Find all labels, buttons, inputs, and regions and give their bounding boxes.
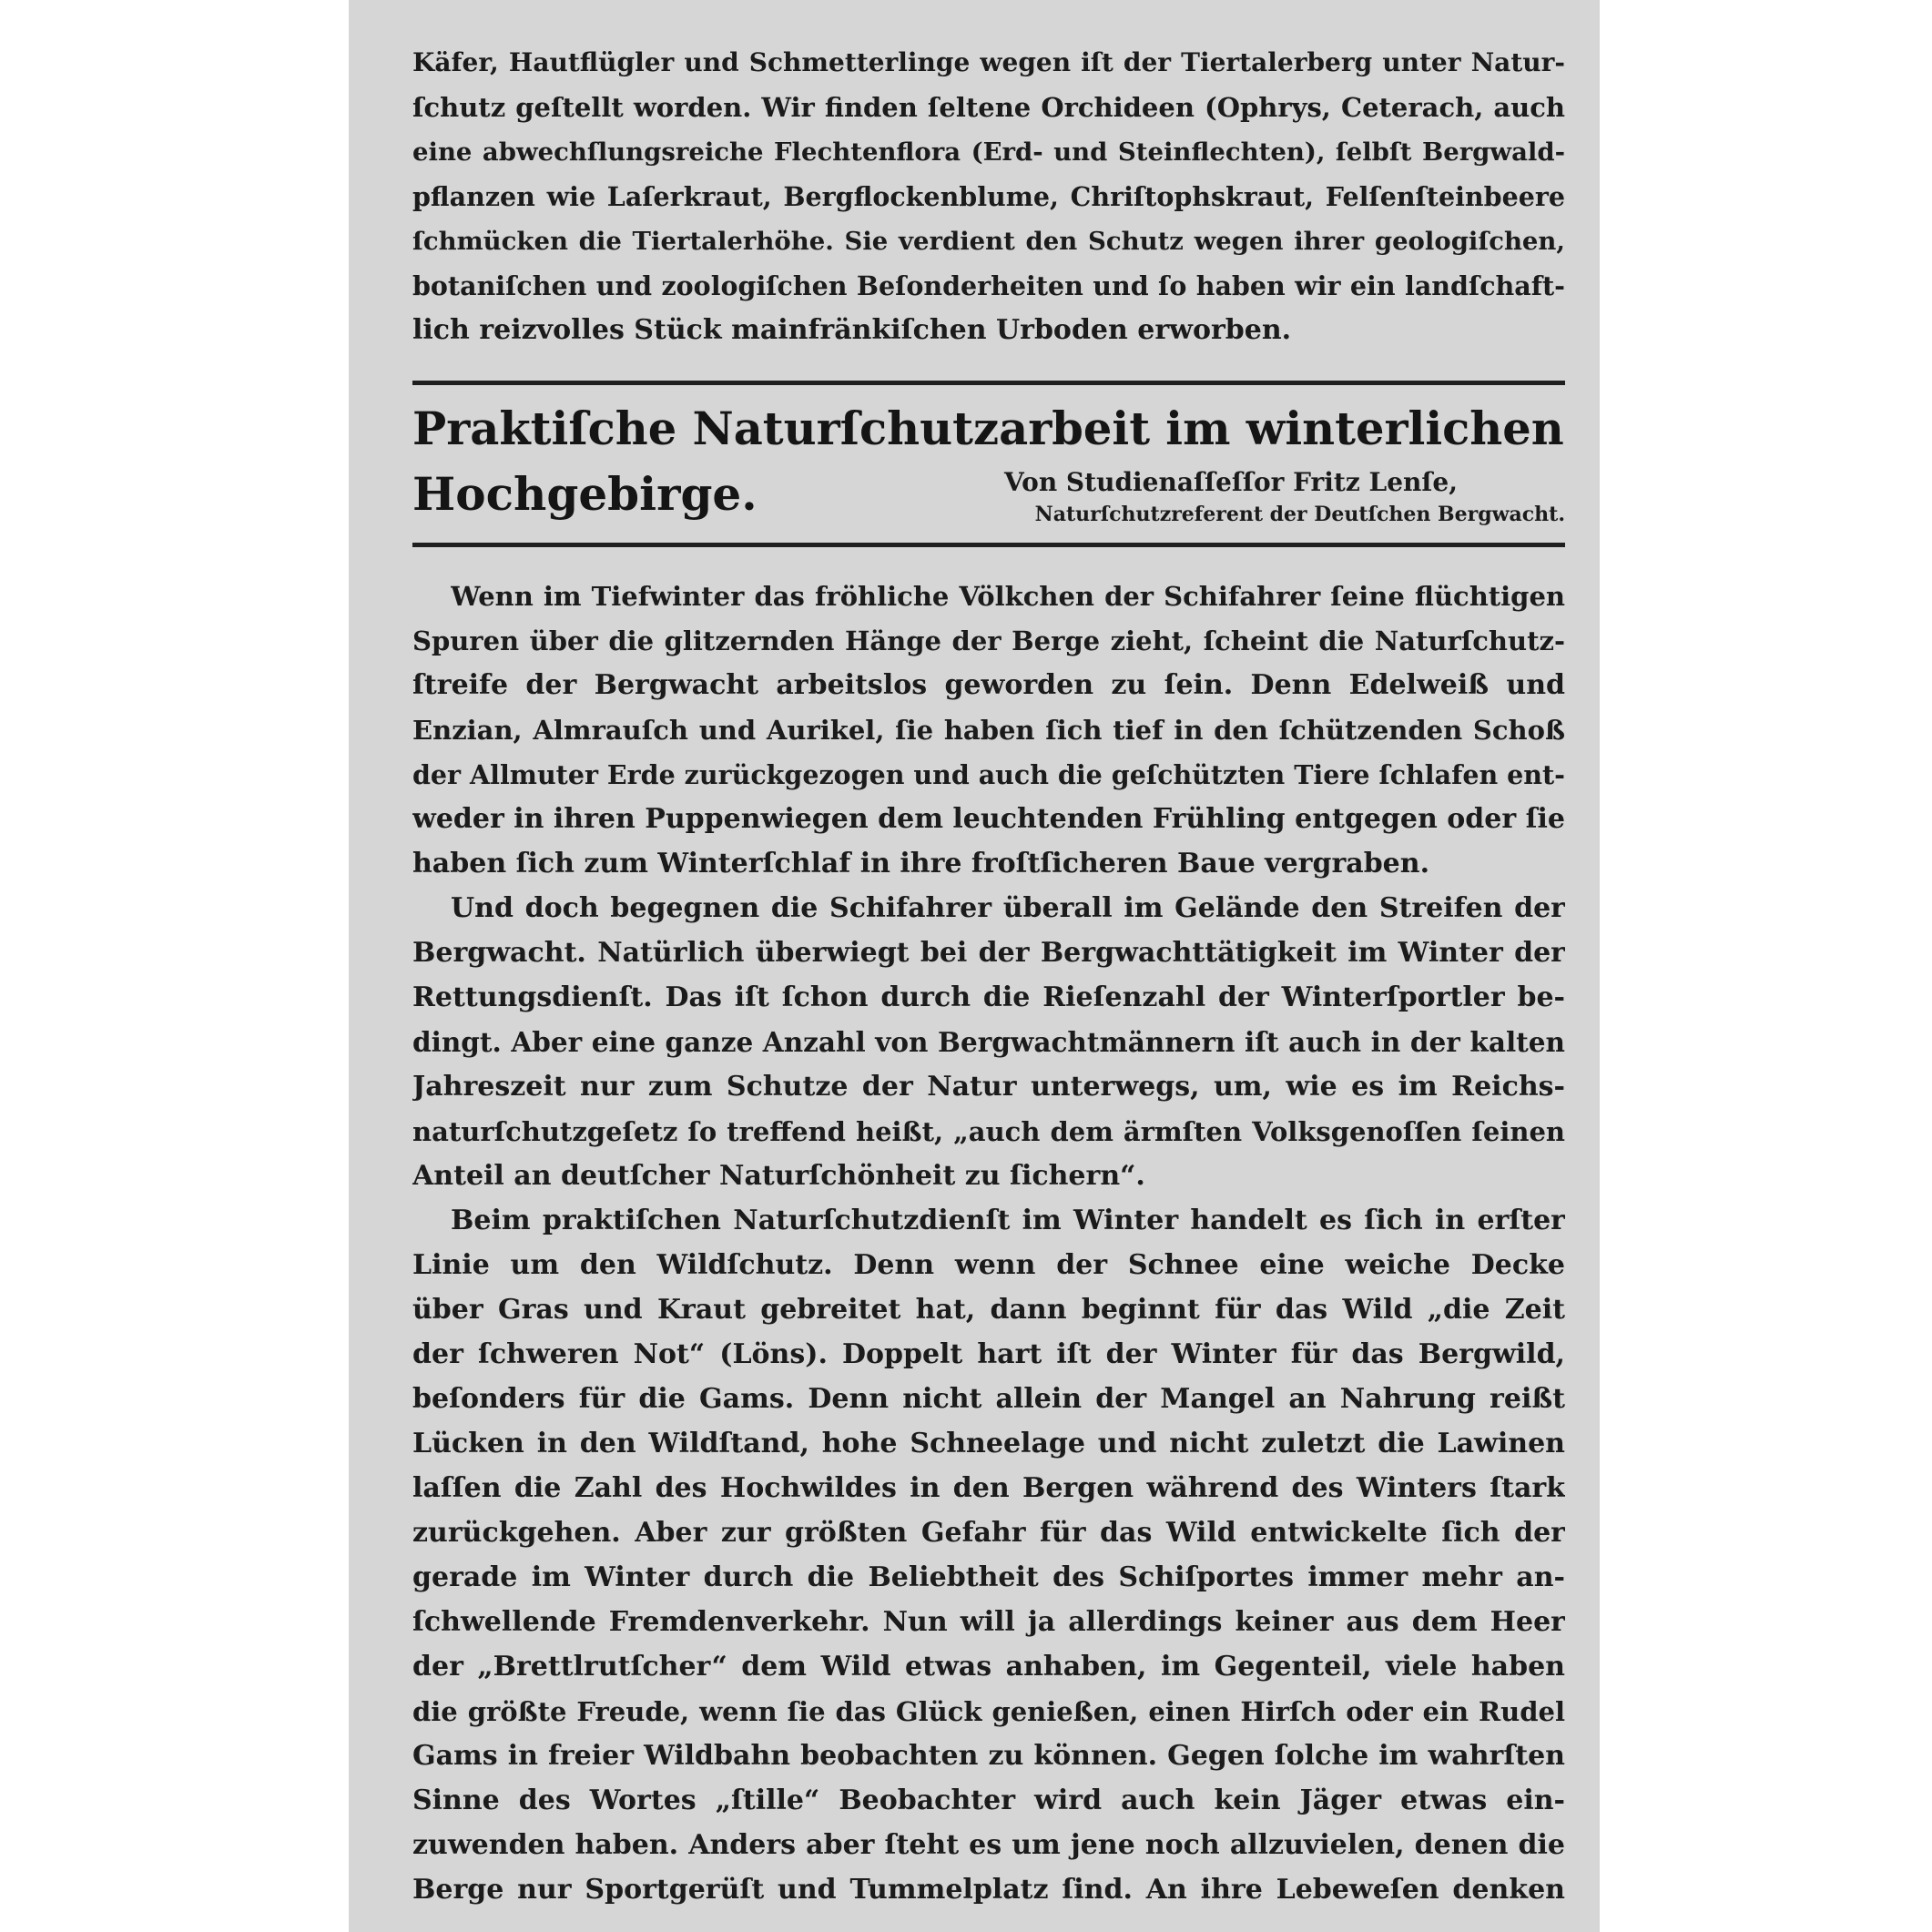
article-title-line-1: Praktiſche Naturſchutzarbeit im winterlichen (412, 402, 1564, 455)
article-text-line: der ſchweren Not“ (Löns). Doppelt hart iſt der Winter für das Bergwild, (412, 1338, 1565, 1370)
article-text-line: Wenn im Tiefwinter das fröhliche Völkchen der Schifahrer ſeine flüchtigen (451, 581, 1565, 612)
article-text-line: beſonders für die Gams. Denn nicht allein der Mangel an Nahrung reißt (412, 1383, 1565, 1415)
article-text-line: Beim praktiſchen Naturſchutzdienſt im Winter handelt es ſich in erſter (451, 1205, 1565, 1236)
article-text-line: ſchwellende Fremdenverkehr. Nun will ja allerdings keiner aus dem Heer (412, 1606, 1565, 1638)
article-text-line: Und doch begegnen die Schifahrer überall im Gelände den Streifen der (451, 892, 1565, 924)
article-text-line: zurückgehen. Aber zur größten Gefahr für das Wild entwickelte ſich der (412, 1517, 1565, 1549)
article-text-line: weder in ihren Puppenwiegen dem leuchtenden Frühling entgegen oder ſie (412, 803, 1565, 835)
bottom-rule (412, 543, 1565, 547)
article-text-line: der Allmuter Erde zurückgezogen und auch die geſchützten Tiere ſchlafen ent- (412, 759, 1565, 790)
article-text-line: die größte Freude, wenn ſie das Glück genießen, einen Hirſch oder ein Rudel (412, 1696, 1565, 1727)
article-text-line: Bergwacht. Natürlich überwiegt bei der Bergwachttätigkeit im Winter der (412, 937, 1565, 969)
prev-text-line: ſchutz geſtellt worden. Wir finden ſeltene Orchideen (Ophrys, Ceterach, auch (412, 92, 1565, 123)
article-text-line: zuwenden haben. Anders aber ſteht es um jene noch allzuvielen, denen die (412, 1829, 1565, 1861)
article-text-line: Lücken in den Wildſtand, hohe Schneelage und nicht zuletzt die Lawinen (412, 1428, 1565, 1459)
article-text-line: Rettungsdienſt. Das iſt ſchon durch die Rieſenzahl der Winterſportler be- (412, 981, 1565, 1013)
prev-text-line: eine abwechſlungsreiche Flechtenflora (Erd- und Steinflechten), ſelbſt Bergwald- (412, 137, 1565, 167)
prev-text-line: botaniſchen und zoologiſchen Beſonderheiten und ſo haben wir ein landſchaft- (412, 270, 1565, 301)
article-text-line: Enzian, Almrauſch und Aurikel, ſie haben ſich tief in den ſchützenden Schoß (412, 715, 1565, 746)
prev-text-line: ſchmücken die Tiertalerhöhe. Sie verdient den Schutz wegen ihrer geologiſchen, (412, 227, 1565, 256)
article-text-line: über Gras und Kraut gebreitet hat, dann beginnt für das Wild „die Zeit (412, 1294, 1565, 1326)
paper-page (349, 0, 1600, 1932)
article-text-line: haben ſich zum Winterſchlaf in ihre froſtſicheren Baue vergraben. (412, 848, 1430, 880)
article-text-line: Berge nur Sportgerüſt und Tummelplatz ſind. An ihre Lebeweſen denken (412, 1874, 1565, 1906)
article-text-line: naturſchutzgeſetz ſo treffend heißt, „auch dem ärmſten Volksgenoſſen ſeinen (412, 1116, 1565, 1147)
prev-text-line: Käfer, Hautflügler und Schmetterlinge wegen iſt der Tiertalerberg unter Natur- (412, 47, 1565, 77)
article-title-line-2: Hochgebirge. (412, 467, 758, 521)
article-text-line: laſſen die Zahl des Hochwildes in den Bergen während des Winters ſtark (412, 1472, 1565, 1504)
article-text-line: Anteil an deutſcher Naturſchönheit zu ſichern“. (412, 1160, 1145, 1192)
article-text-line: dingt. Aber eine ganze Anzahl von Bergwachtmännern iſt auch in der kalten (412, 1026, 1565, 1058)
article-text-line: Linie um den Wildſchutz. Denn wenn der Schnee eine weiche Decke (412, 1249, 1565, 1281)
article-text-line: ſtreife der Bergwacht arbeitslos geworden zu ſein. Denn Edelweiß und (412, 669, 1565, 701)
byline-role: Naturſchutzreferent der Deutſchen Bergwacht. (1034, 503, 1565, 526)
article-text-line: Sinne des Wortes „ſtille“ Beobachter wird auch kein Jäger etwas ein- (412, 1785, 1565, 1816)
top-rule (412, 381, 1565, 385)
article-text-line: der „Brettlrutſcher“ dem Wild etwas anhaben, im Gegenteil, viele haben (412, 1651, 1565, 1683)
article-text-line: gerade im Winter durch die Beliebtheit des Schiſportes immer mehr an- (412, 1561, 1565, 1593)
prev-text-line: pflanzen wie Laſerkraut, Bergflockenblume, Chriſtophskraut, Felſenſteinbeere (412, 181, 1565, 212)
article-text-line: Jahreszeit nur zum Schutze der Natur unterwegs, um, wie es im Reichs- (412, 1071, 1565, 1103)
article-text-line: Gams in freier Wildbahn beobachten zu können. Gegen ſolche im wahrſten (412, 1740, 1565, 1772)
article-text-line: Spuren über die glitzernden Hänge der Berge zieht, ſcheint die Naturſchutz- (412, 625, 1565, 656)
byline-author: Von Studienaſſeſſor Fritz Lenſe, (1004, 467, 1458, 497)
prev-text-line: lich reizvolles Stück mainfränkiſchen Urboden erworben. (412, 314, 1292, 346)
